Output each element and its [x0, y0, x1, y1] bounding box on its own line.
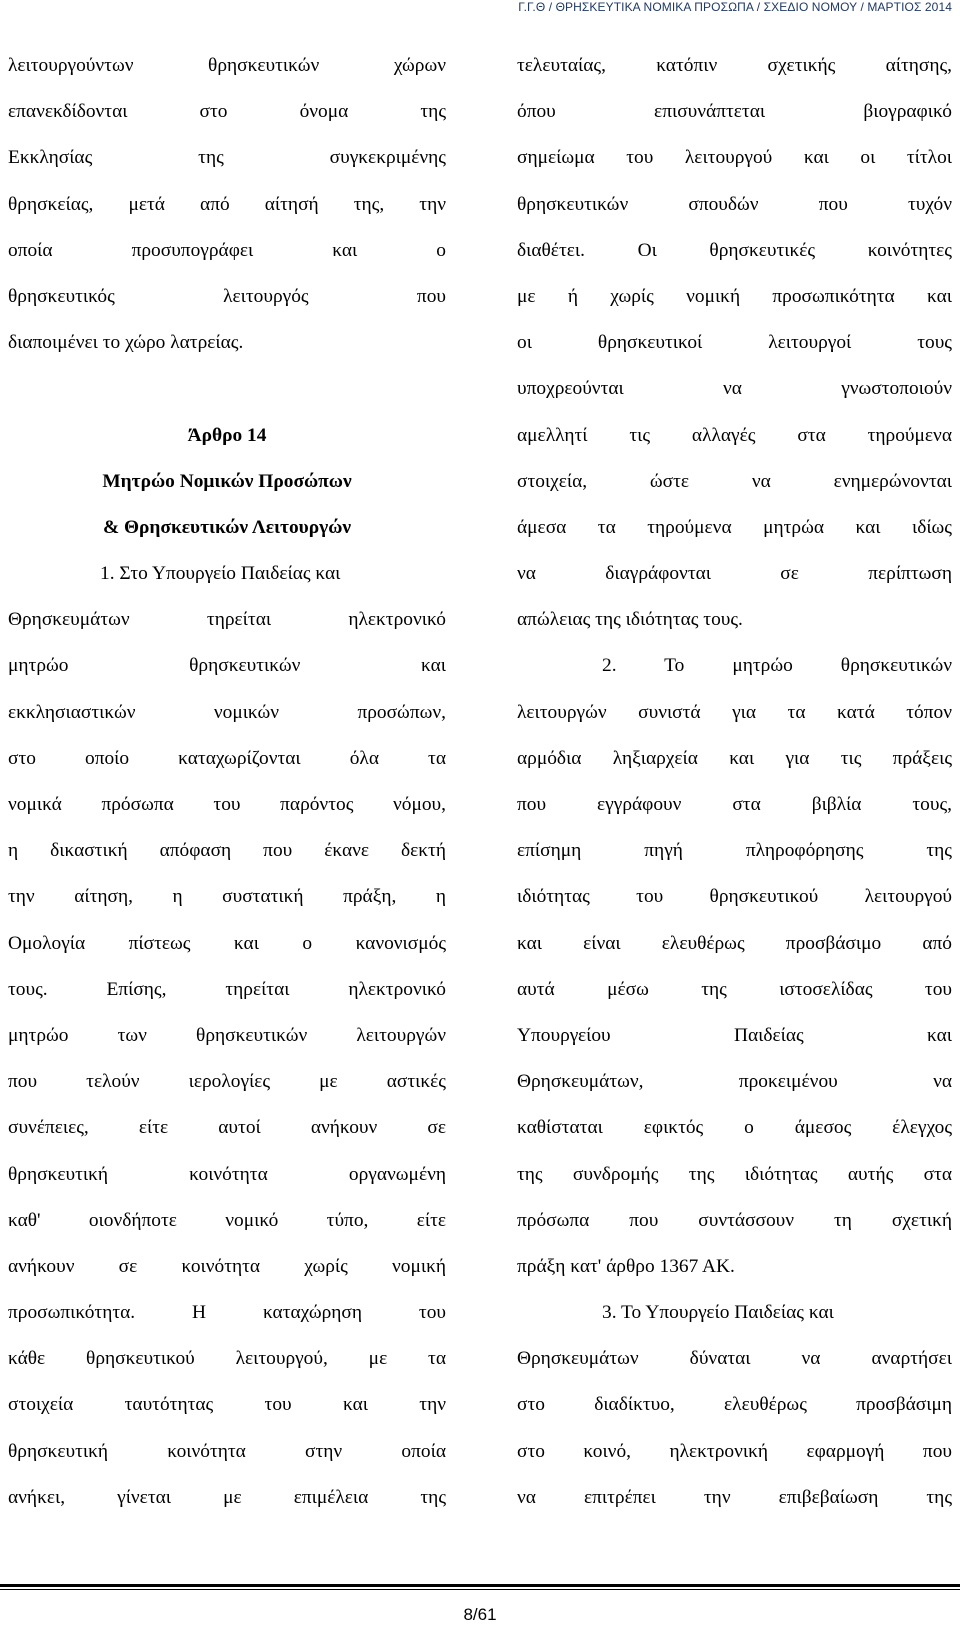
paragraph-line: Ομολογία πίστεως και ο κανονισμός [8, 932, 446, 954]
paragraph-line: διαθέτει. Οι θρησκευτικές κοινότητες [517, 239, 952, 261]
article-title: Μητρώο Νομικών Προσώπων [102, 470, 352, 492]
text-line: οποία προσυπογράφει και ο [8, 239, 446, 261]
paragraph-line: 2. Το μητρώο θρησκευτικών [602, 655, 952, 677]
paragraph-line: οι θρησκευτικοί λειτουργοί τους [517, 332, 952, 354]
paragraph-line: Θρησκευμάτων δύναται να αναρτήσει [517, 1348, 952, 1370]
paragraph-line: της συνδρομής της ιδιότητας αυτής στα [517, 1163, 952, 1185]
paragraph-line: καθίσταται εφικτός ο άμεσος έλεγχος [517, 1117, 952, 1139]
paragraph-line: στο οποίο καταχωρίζονται όλα τα [8, 747, 446, 769]
paragraph-line: που τελούν ιερολογίες με αστικές [8, 1071, 446, 1093]
text-line: λειτουργούντων θρησκευτικών χώρων [8, 55, 446, 76]
footer-divider-thick [0, 1584, 960, 1587]
paragraph-line: τους. Επίσης, τηρείται ηλεκτρονικό [8, 978, 446, 1000]
right-column [517, 43, 952, 1521]
page-number: 8/61 [463, 1605, 497, 1624]
paragraph-line: την αίτηση, η συστατική πράξη, η [8, 886, 446, 908]
document-header: Γ.Γ.Θ / ΘΡΗΣΚΕΥΤΙΚΑ ΝΟΜΙΚΑ ΠΡΟΣΩΠΑ / ΣΧΕΔΙΟ ΝΟΜΟΥ / ΜΑΡΤΙΟΣ 2014 [518, 0, 952, 14]
paragraph-line: στο κοινό, ηλεκτρονική εφαρμογή που [517, 1440, 952, 1462]
paragraph-line: άμεσα τα τηρούμενα μητρώα και ιδίως [517, 516, 952, 538]
text-line: Εκκλησίας της συγκεκριμένης [8, 147, 446, 169]
paragraph-line: πράξη κατ' άρθρο 1367 ΑΚ. [517, 1255, 735, 1277]
paragraph-line: ανήκει, γίνεται με επιμέλεια της [8, 1486, 446, 1508]
text-line: θρησκείας, μετά από αίτησή της, την [8, 193, 446, 215]
paragraph-line: Θρησκευμάτων τηρείται ηλεκτρονικό [8, 609, 446, 631]
paragraph-line: Υπουργείου Παιδείας και [517, 1024, 952, 1046]
paragraph-line: υποχρεούνται να γνωστοποιούν [517, 378, 952, 400]
paragraph-line: αρμόδια ληξιαρχεία και για τις πράξεις [517, 747, 952, 769]
paragraph-line: Θρησκευμάτων, προκειμένου να [517, 1071, 952, 1093]
text-line: διαποιμένει το χώρο λατρείας. [8, 332, 244, 354]
paragraph-line: 1. Στο Υπουργείο Παιδείας και [100, 563, 341, 585]
paragraph-line: με ή χωρίς νομική προσωπικότητα και [517, 285, 952, 307]
paragraph-line: νομικά πρόσωπα του παρόντος νόμου, [8, 794, 446, 815]
paragraph-line: να επιτρέπει την επιβεβαίωση της [517, 1486, 952, 1508]
paragraph-line: όπου επισυνάπτεται βιογραφικό [517, 101, 952, 123]
paragraph-line: επίσημη πηγή πληροφόρησης της [517, 840, 952, 862]
paragraph-line: να διαγράφονται σε περίπτωση [517, 563, 952, 585]
footer-divider-thin [0, 1589, 960, 1590]
paragraph-line: 3. Το Υπουργείο Παιδείας και [602, 1302, 834, 1324]
paragraph-line: μητρώο των θρησκευτικών λειτουργών [8, 1024, 446, 1046]
paragraph-line: πρόσωπα που συντάσσουν τη σχετική [517, 1209, 952, 1231]
paragraph-line: θρησκευτική κοινότητα οργανωμένη [8, 1163, 446, 1185]
paragraph-line: λειτουργών συνιστά για τα κατά τόπον [517, 701, 952, 723]
paragraph-line: τελευταίας, κατόπιν σχετικής αίτησης, [517, 55, 952, 76]
paragraph-line: αμελλητί τις αλλαγές στα τηρούμενα [517, 424, 952, 446]
text-line: επανεκδίδονται στο όνομα της [8, 101, 446, 123]
paragraph-line: στοιχεία, ώστε να ενημερώνονται [517, 470, 952, 492]
paragraph-line: συνέπειες, είτε αυτοί ανήκουν σε [8, 1117, 446, 1139]
paragraph-line: θρησκευτική κοινότητα στην οποία [8, 1440, 446, 1462]
paragraph-line: ανήκουν σε κοινότητα χωρίς νομική [8, 1255, 446, 1277]
paragraph-line: απώλειας της ιδιότητας τους. [517, 609, 743, 631]
article-number: Άρθρο 14 [187, 424, 267, 446]
left-column [8, 43, 446, 1521]
paragraph-line: στοιχεία ταυτότητας του και την [8, 1394, 446, 1416]
article-subtitle: & Θρησκευτικών Λειτουργών [102, 516, 352, 538]
text-line: θρησκευτικός λειτουργός που [8, 285, 446, 307]
paragraph-line: ιδιότητας του θρησκευτικού λειτουργού [517, 886, 952, 908]
paragraph-line: εκκλησιαστικών νομικών προσώπων, [8, 701, 446, 723]
paragraph-line: που εγγράφουν στα βιβλία τους, [517, 794, 952, 815]
paragraph-line: και είναι ελευθέρως προσβάσιμο από [517, 932, 952, 954]
paragraph-line: στο διαδίκτυο, ελευθέρως προσβάσιμη [517, 1394, 952, 1416]
paragraph-line: η δικαστική απόφαση που έκανε δεκτή [8, 840, 446, 862]
paragraph-line: καθ' οιονδήποτε νομικό τύπο, είτε [8, 1209, 446, 1231]
paragraph-line: αυτά μέσω της ιστοσελίδας του [517, 978, 952, 1000]
paragraph-line: σημείωμα του λειτουργού και οι τίτλοι [517, 147, 952, 169]
paragraph-line: θρησκευτικών σπουδών που τυχόν [517, 193, 952, 215]
paragraph-line: προσωπικότητα. Η καταχώρηση του [8, 1302, 446, 1324]
paragraph-line: μητρώο θρησκευτικών και [8, 655, 446, 677]
paragraph-line: κάθε θρησκευτικού λειτουργού, με τα [8, 1348, 446, 1370]
